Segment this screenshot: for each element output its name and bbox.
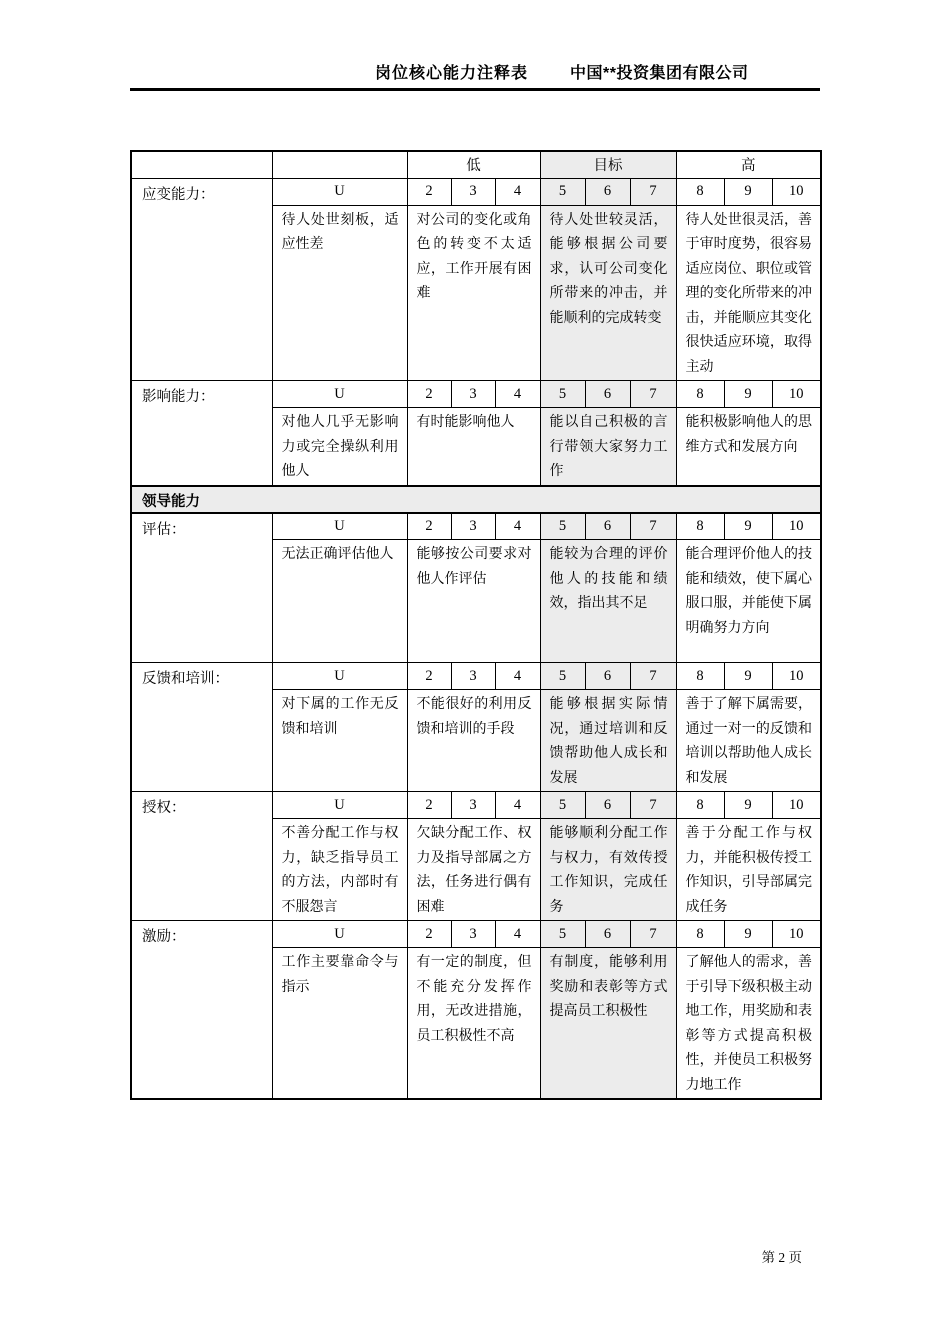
score-cell: 4 — [495, 921, 540, 948]
score-cell: 4 — [495, 792, 540, 819]
desc-u: 对下属的工作无反馈和培训 — [272, 690, 407, 792]
company-name: 中国**投资集团有限公司 — [570, 65, 749, 82]
competency-label: 激励： — [131, 921, 272, 1100]
score-row-delegation — [131, 792, 821, 819]
score-cell-u: U — [272, 921, 407, 948]
score-cell: 7 — [630, 921, 676, 948]
score-row-evaluation — [131, 513, 821, 540]
score-cell: 5 — [540, 792, 585, 819]
score-row-motivation — [131, 921, 821, 948]
score-cell-u: U — [272, 663, 407, 690]
desc-high: 善于分配工作与权力，并能积极传授工作知识，引导部属完成任务 — [676, 819, 821, 921]
score-cell: 10 — [772, 178, 821, 205]
empty-header-cell — [272, 151, 407, 178]
score-cell: 8 — [676, 792, 724, 819]
desc-low: 不能很好的利用反馈和培训的手段 — [407, 690, 540, 792]
desc-high: 了解他人的需求，善于引导下级积极主动地工作，用奖励和表彰等方式提高积极性，并使员工积极努力地工作 — [676, 948, 821, 1100]
desc-u: 不善分配工作与权力，缺乏指导员工的方法，内部时有不服怨言 — [272, 819, 407, 921]
desc-low: 对公司的变化或角色的转变不太适应，工作开展有困难 — [407, 205, 540, 381]
score-cell: 8 — [676, 663, 724, 690]
desc-low: 欠缺分配工作、权力及指导部属之方法，任务进行偶有困难 — [407, 819, 540, 921]
score-cell: 10 — [772, 663, 821, 690]
score-cell: 5 — [540, 921, 585, 948]
score-cell: 3 — [451, 178, 495, 205]
score-cell: 2 — [407, 921, 451, 948]
competency-label: 授权： — [131, 792, 272, 921]
score-cell: 5 — [540, 381, 585, 408]
level-header-high: 高 — [676, 151, 821, 178]
desc-u: 对他人几乎无影响力或完全操纵利用他人 — [272, 408, 407, 486]
desc-target: 有制度，能够利用奖励和表彰等方式提高员工积极性 — [540, 948, 676, 1100]
score-cell: 9 — [724, 381, 772, 408]
score-row-influence — [131, 381, 821, 408]
score-cell: 6 — [585, 513, 630, 540]
section-row-leadership — [131, 486, 821, 513]
desc-low: 有一定的制度，但不能充分发挥作用，无改进措施，员工积极性不高 — [407, 948, 540, 1100]
score-cell: 4 — [495, 513, 540, 540]
score-cell: 3 — [451, 921, 495, 948]
score-cell: 2 — [407, 513, 451, 540]
score-cell: 4 — [495, 381, 540, 408]
score-cell: 3 — [451, 663, 495, 690]
score-cell: 10 — [772, 792, 821, 819]
score-cell: 5 — [540, 663, 585, 690]
score-cell: 10 — [772, 513, 821, 540]
desc-u: 待人处世刻板，适应性差 — [272, 205, 407, 381]
level-header-low: 低 — [407, 151, 540, 178]
score-cell: 6 — [585, 381, 630, 408]
score-cell: 9 — [724, 663, 772, 690]
desc-u: 无法正确评估他人 — [272, 540, 407, 663]
page-number: 第 2 页 — [761, 1250, 802, 1265]
score-cell-u: U — [272, 792, 407, 819]
section-header-leadership: 领导能力 — [131, 486, 821, 513]
score-cell: 6 — [585, 792, 630, 819]
level-header-row — [131, 151, 821, 178]
desc-target: 能够根据实际情况，通过培训和反馈帮助他人成长和发展 — [540, 690, 676, 792]
score-cell: 10 — [772, 921, 821, 948]
score-cell: 3 — [451, 381, 495, 408]
score-cell-u: U — [272, 381, 407, 408]
score-row-feedback-training — [131, 663, 821, 690]
score-cell: 6 — [585, 178, 630, 205]
score-cell: 5 — [540, 178, 585, 205]
competency-label: 评估： — [131, 513, 272, 663]
score-cell: 3 — [451, 792, 495, 819]
score-cell: 4 — [495, 178, 540, 205]
document-header — [130, 58, 820, 86]
score-cell: 3 — [451, 513, 495, 540]
desc-low: 能够按公司要求对他人作评估 — [407, 540, 540, 663]
score-cell: 2 — [407, 663, 451, 690]
empty-header-cell — [131, 151, 272, 178]
score-cell: 5 — [540, 513, 585, 540]
desc-target: 能以自己积极的言行带领大家努力工作 — [540, 408, 676, 486]
score-cell: 9 — [724, 513, 772, 540]
header-divider-line — [130, 88, 820, 91]
score-cell-u: U — [272, 513, 407, 540]
desc-target: 能够顺利分配工作与权力，有效传授工作知识，完成任务 — [540, 819, 676, 921]
score-cell: 8 — [676, 921, 724, 948]
desc-high: 待人处世很灵活，善于审时度势，很容易适应岗位、职位或管理的变化所带来的冲击，并能顺应其变化很快适应环境，取得主动 — [676, 205, 821, 381]
score-cell: 8 — [676, 513, 724, 540]
score-cell: 8 — [676, 178, 724, 205]
score-cell: 7 — [630, 663, 676, 690]
score-cell: 10 — [772, 381, 821, 408]
score-cell: 7 — [630, 381, 676, 408]
document-title: 岗位核心能力注释表 — [375, 65, 529, 82]
desc-u: 工作主要靠命令与指示 — [272, 948, 407, 1100]
desc-low: 有时能影响他人 — [407, 408, 540, 486]
score-cell: 9 — [724, 178, 772, 205]
score-cell: 7 — [630, 513, 676, 540]
desc-high: 能积极影响他人的思维方式和发展方向 — [676, 408, 821, 486]
score-cell: 9 — [724, 921, 772, 948]
competency-label: 影响能力： — [131, 381, 272, 486]
score-cell: 8 — [676, 381, 724, 408]
desc-target: 待人处世较灵活，能够根据公司要求，认可公司变化所带来的冲击，并能顺利的完成转变 — [540, 205, 676, 381]
score-cell: 9 — [724, 792, 772, 819]
desc-high: 善于了解下属需要，通过一对一的反馈和培训以帮助他人成长和发展 — [676, 690, 821, 792]
score-cell: 2 — [407, 792, 451, 819]
competency-table — [130, 150, 822, 1100]
score-row-adaptability — [131, 178, 821, 205]
score-cell: 7 — [630, 178, 676, 205]
score-cell: 2 — [407, 381, 451, 408]
score-cell: 4 — [495, 663, 540, 690]
score-cell: 7 — [630, 792, 676, 819]
score-cell: 2 — [407, 178, 451, 205]
desc-target: 能较为合理的评价他人的技能和绩效，指出其不足 — [540, 540, 676, 663]
score-cell: 6 — [585, 663, 630, 690]
score-cell-u: U — [272, 178, 407, 205]
desc-high: 能合理评价他人的技能和绩效，使下属心服口服，并能使下属明确努力方向 — [676, 540, 821, 663]
competency-label: 应变能力： — [131, 178, 272, 381]
level-header-target: 目标 — [540, 151, 676, 178]
competency-label: 反馈和培训： — [131, 663, 272, 792]
score-cell: 6 — [585, 921, 630, 948]
